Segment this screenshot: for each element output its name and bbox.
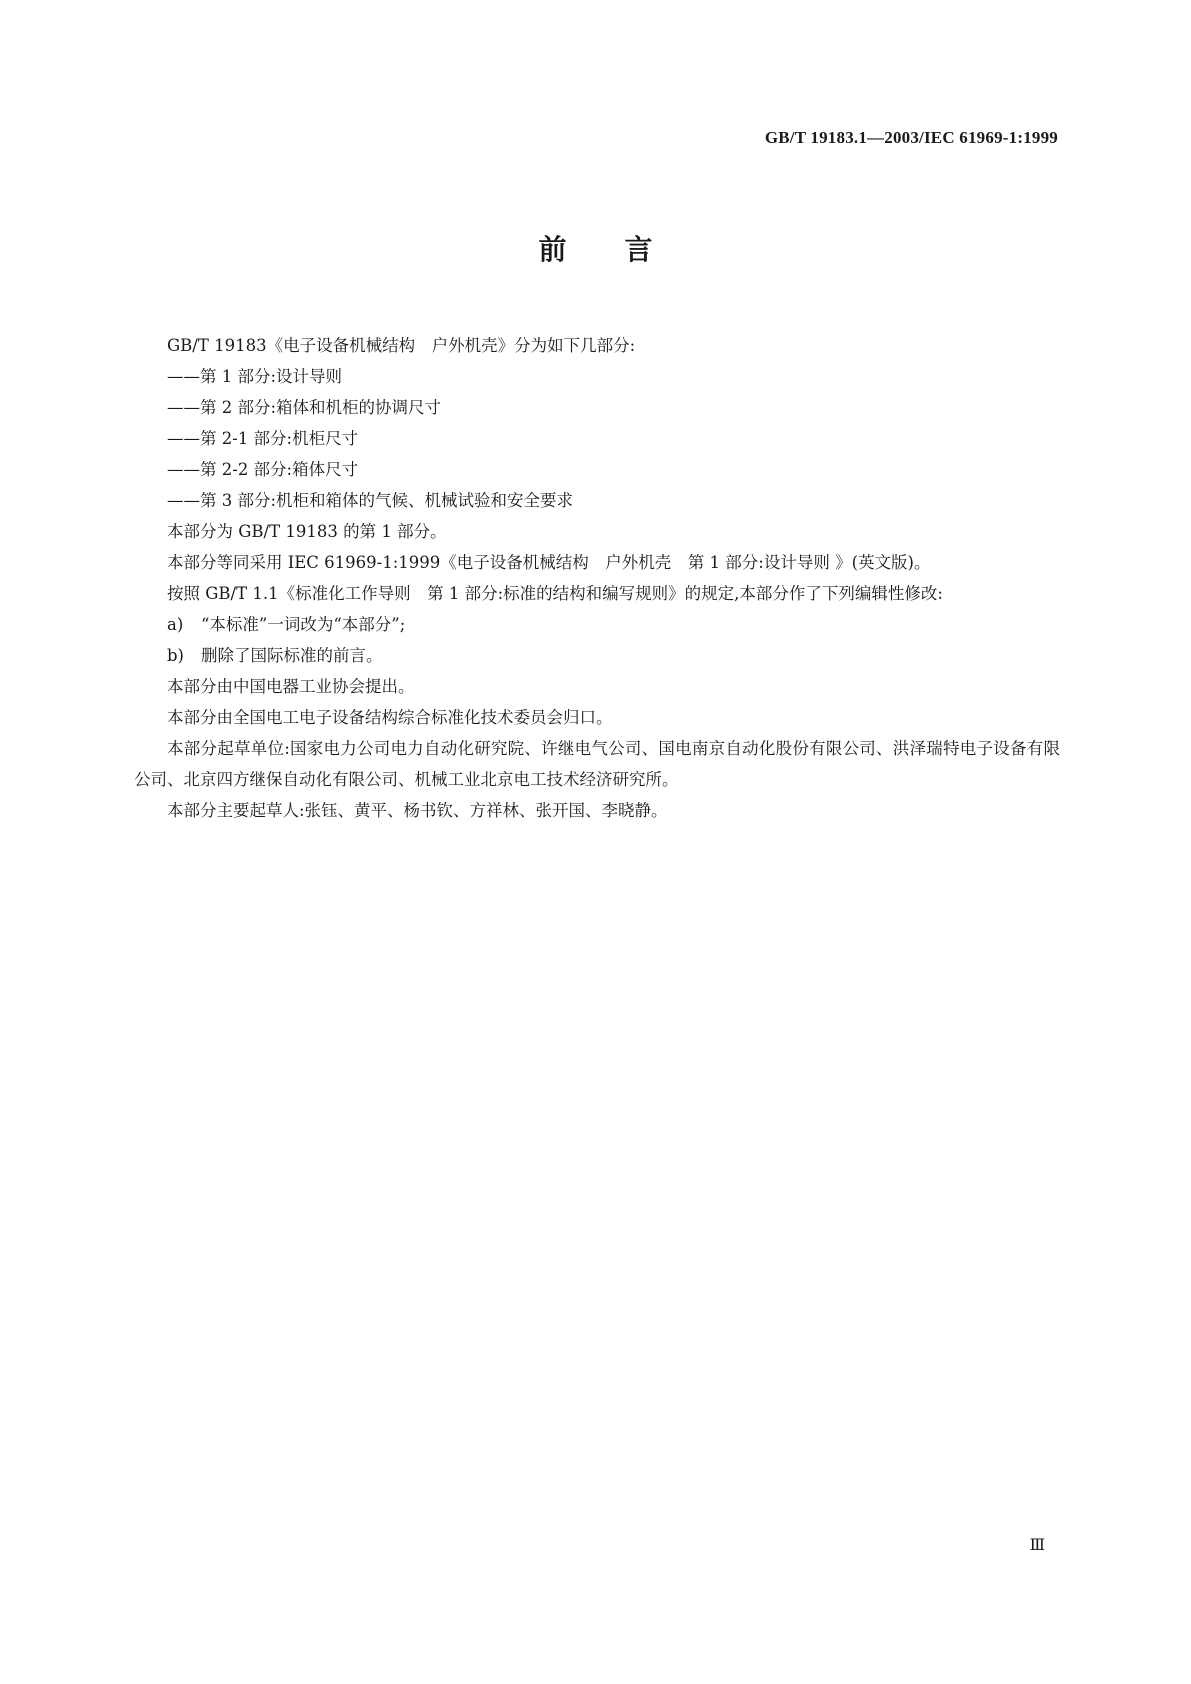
page-number: Ⅲ (1029, 1537, 1045, 1554)
this-part-paragraph: 本部分为 GB/T 19183 的第 1 部分。 (167, 522, 447, 541)
list-item-part1: ——第 1 部分:设计导则 (167, 367, 343, 386)
list-item-part2: ——第 2 部分:箱体和机柜的协调尺寸 (167, 398, 442, 417)
title-char-2: 言 (624, 233, 653, 266)
title-char-1: 前 (538, 233, 567, 266)
list-item-part3: ——第 3 部分:机柜和箱体的气候、机械试验和安全要求 (167, 491, 574, 510)
list-item-a (134, 609, 1060, 640)
list-text-a: “本标准”一词改为“本部分”; (201, 615, 406, 634)
standard-code: GB/T 19183.1—2003/IEC 61969-1:1999 (764, 128, 1058, 147)
editorial-paragraph: 按照 GB/T 1.1《标准化工作导则 第 1 部分:标准的结构和编写规则》的规定,本部分作了下列编辑性修改: (167, 584, 943, 603)
list-item-part2-1: ——第 2-1 部分:机柜尺寸 (167, 429, 359, 448)
drafting-units-paragraph: 本部分起草单位:国家电力公司电力自动化研究院、许继电气公司、国电南京自动化股份有限公司、洪泽瑞特电子设备有限公司、北京四方继保自动化有限公司、机械工业北京电工技术经济研究所。 (134, 739, 1060, 789)
list-item-b (134, 640, 1060, 671)
centralized-paragraph: 本部分由全国电工电子设备结构综合标准化技术委员会归口。 (167, 708, 613, 727)
list-marker-b: b) (167, 646, 184, 665)
equivalent-paragraph: 本部分等同采用 IEC 61969-1:1999《电子设备机械结构 户外机壳 第 1 部分:设计导则 》(英文版)。 (167, 553, 931, 572)
list-text-b: 删除了国际标准的前言。 (201, 646, 383, 665)
proposed-paragraph: 本部分由中国电器工业协会提出。 (167, 677, 415, 696)
drafters-paragraph: 本部分主要起草人:张钰、黄平、杨书钦、方祥林、张开国、李晓静。 (167, 801, 668, 820)
intro-paragraph: GB/T 19183《电子设备机械结构 户外机壳》分为如下几部分: (167, 336, 636, 355)
list-item-part2-2: ——第 2-2 部分:箱体尺寸 (167, 460, 359, 479)
page-title (0, 228, 1191, 268)
foreword-body (134, 330, 1060, 826)
list-marker-a: a) (167, 615, 184, 634)
